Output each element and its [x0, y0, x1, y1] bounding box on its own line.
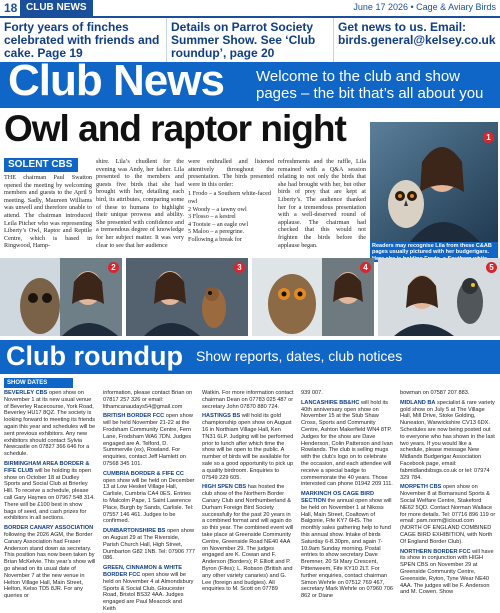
notice [301, 400, 393, 488]
notice [103, 413, 195, 467]
tawny-owl-photo [0, 258, 122, 336]
notice-head: HIGH SPEN CBS [202, 484, 247, 491]
notice-head: MORPETH CBS [400, 484, 442, 491]
notice-head: DUNBARTONSHIRE BS [103, 528, 166, 535]
notice-head: CUMBRIA BORDER & FIFE CC [103, 470, 184, 477]
notice [4, 525, 96, 600]
story-col-2: shire. Lila’s chudlent for the evening was Andy, her father. Lila presented to the members and guests five birds that she had brought with her, detailing each bird, its attributes, comparing some of these to humans to highlight their unique prowess and ability. She presented with confidence and a tremendous degree of knowledge for her subject matter. It was very clear to see that her audience [96, 158, 184, 249]
teaser-3[interactable]: Get news to us. Email: birds.general@kelsey.co.uk [338, 20, 496, 47]
main-photo [370, 122, 498, 242]
roundup-col-5 [400, 390, 496, 596]
show-dates-label: SHOW DATES [4, 378, 73, 388]
notice-head: HASTINGS BS [202, 413, 241, 420]
notice-text: specialist & rare variety gold show on July 5 at The Village Hall, Mill Drive, Stoke Golding, Nuneaton, Warwickshire CV13 6DX. Schedules are now being posted out to everyone who has shown in the last two years. If you would like a schedule, please message New Midlands Budgerigar Association Facebook page, email: fabmidlandsbsgs.co.uk or tel: 07974 329 784. [400, 399, 495, 481]
notice-text: Watkin. For more information contact chairman Dean on 07783 025 487 or secretary John 07870 880 724. [202, 390, 294, 410]
story-col-3 [188, 158, 274, 244]
photo-badge-2: 2 [108, 262, 119, 273]
section-label: CLUB NEWS [20, 0, 93, 16]
photo-3 [126, 258, 248, 336]
photo-5 [378, 258, 500, 336]
bird-list-item: 1 Frodo – a Southern white-faced owl [188, 190, 271, 205]
peregrine-photo [378, 258, 500, 336]
notice-head: BRITISH BORDER FCC [103, 413, 165, 420]
notice-head: BEVERLEY CBS [4, 390, 48, 396]
notice-text: will have its show in conjunction with HIGH SPEN CBS on November 29 at Greenside Community Centre, Greenside, Ryton, Tyne Wear NE40 4AA. The judges will be F. Anderson and M. Cowen. Show [400, 548, 494, 596]
notice [202, 484, 294, 593]
teaser-1[interactable]: Forty years of finches celebrated with friends and cake. Page 19 [0, 18, 167, 62]
banner-title: Club News [8, 56, 224, 105]
story-headline: Owl and raptor night [4, 108, 346, 149]
story-byline: SOLENT CBS [4, 158, 78, 172]
photo-2 [0, 258, 122, 336]
woman-with-owl-photo [370, 122, 498, 242]
notice [103, 528, 195, 562]
page-header [0, 0, 500, 18]
notice-text: has hosted the club show of the Northern Border Canary Club and Northumberland & Durham Foreign Bird Society successfully for the past 20 years in a combined format and will again do so this year. The combined event will take place at Greenside Community Centre, Greenside Road NE40 4AA on November 29. The judges engaged are K. Cowan and F. Anderson (Borders); P. Elliott and P. Byron (Fifes); L. Robson (British and any other variety canaries) and G. Lee (foreign and budgies). All enquiries to M. Scott on 07789 [202, 484, 294, 593]
notice-head: BORDER CANARY ASSOCIATION [4, 525, 94, 532]
roundup-col-3 [202, 390, 294, 593]
notice [103, 471, 195, 525]
notice [103, 390, 195, 410]
photo-badge-5: 5 [486, 262, 497, 273]
notice-head: BIRMINGHAM AREA BORDER & FIFE CLUB [4, 460, 90, 474]
notice-head: LANCASHIRE BB&HC [301, 399, 360, 406]
notice [103, 565, 195, 613]
notice [400, 484, 496, 545]
roundup-subtitle: Show reports, dates, club notices [196, 348, 403, 364]
notice-text: open show on November 8 at Bomarsund Sports & Social Welfare Centre, Stakeford NE62 5QD. Contact Norman Wallace for more details. Tel: 07716 896 119 or email: pam.norm@icloud.com (NORTH OF ENGLAND COMBINED CAGE BIRD EXHIBITION, with North Of England Border Club). [400, 484, 496, 545]
bird-list-item: 5 Maloo – a peregrine. [188, 228, 245, 236]
notice-text: open show on August 29 at The Riverside, Parish Church Hall, High Street, Dumbarton G82 1NB. Tel: 07906 777 086. [103, 528, 195, 562]
page-number: 18 [4, 1, 18, 15]
bird-list-item: 4 Tootsie – an eagle owl [188, 220, 249, 228]
notice [400, 400, 496, 482]
notice-text: will be holding its open show on October 18 at Dudley Sports and Social Club at Brierley Hill. To receive a schedule, please call Gary Haynes on 07967 548 314. There will be £100 best in show bags of seed, and cash prizes for exhibitors in all sections. [4, 467, 95, 522]
notice-text: open show will be held on November 4 at Almondsbury Sports & Social Club, Gloucester Road, Bristol BS32 4AA. Judges engaged are Paul Meacock and Keith [103, 571, 194, 612]
photo-badge-4: 4 [360, 262, 371, 273]
notice-head: MARKINCH OS CAGE BIRD SECTION [301, 491, 375, 504]
bird-list-item: 2 Woody – a tawny owl [188, 205, 247, 213]
notice [301, 390, 393, 397]
story-col-4: refreshments and the raffle, Lila remained with a Q&A session relating to not only the birds that she had brought with her, but other birds of prey that are kept at Liberty’s. The audience thanked her for a tremendous presentation with a well-deserved round of applause. The chairman had checked that this would not frighten the birds before the applause began. [278, 158, 366, 249]
bird-list-item: 3 Flosso – a kestrel [188, 213, 236, 221]
teaser-2[interactable]: Details on Parrot Society Summer Show. See ‘Club roundup’, page 20 [167, 18, 334, 62]
notice-text: 939 007. [301, 390, 323, 396]
story-col-1: THE chairman Paul Swatton opened the meeting by welcoming members and guests to the April 9 meeting. Sadly, Maureen Williams was unwell and therefore unable to attend. The chairman introduced Leila Pitcher who was representing Liberty’s Owl, Raptor and Reptile Centre, which is based in Ringwood, Hamp- [4, 174, 92, 250]
notice-text: will hold its gold championship open show on August 16 in Northiam Village Hall, Ken TN31 6LP. Judging will be performed prior to lunch after which time the show will be open to the public. A number of birds will be available for sale so a good opportunity to pick up a quality birdroom. Enquiries to 07549 229 605. [202, 413, 294, 481]
notice [4, 390, 96, 458]
banner-subtitle: Welcome to the club and show pages – the bit that’s all about you [256, 68, 484, 102]
story-col-3-intro: were enthralled and listened attentively throughout the presentation. The birds presented were in this order: [188, 158, 274, 188]
notice-head: GREEN, CINNAMON & WHITE BORDER FCC [103, 565, 182, 578]
roundup-col-1 [4, 390, 96, 600]
notice-text: the annual open show will be held on November 1 at Nikoss Hall, Main Street, Coaltown of Balgonie, Fife KY7 6HS. The monthly sales gathering help to fund this annual show. Intake of birds Saturday 6-8.30pm, and again 7-10.9am Sunday morning. Postal entries to show secretary Dave Bremner, 20 St Mary Crescent, Pittenweem, Fife KY10 2LT. For further enquiries, contact chairman Simon Wehrle on 07512 769 467, secretary Mark Wehrle on 07960 706 862 or Diane [301, 497, 393, 600]
notice [301, 491, 393, 600]
roundup-col-4 [301, 390, 393, 600]
photo-badge-1: 1 [483, 132, 494, 143]
story-col-3-end: Following a break for [188, 235, 242, 243]
roundup-title: Club roundup [6, 341, 183, 371]
club-news-banner [0, 56, 500, 108]
dateline: June 17 2026 • Cage & Aviary Birds [353, 2, 496, 12]
roundup-col-2 [103, 390, 195, 613]
bird-list [188, 190, 274, 236]
notice-text: information, please contact Brian on 07817 257 326 or email: lithamcanaudays54@gmail.com [103, 390, 193, 410]
photo-badge-3: 3 [234, 262, 245, 273]
notice-text: open show on November 1 at its new usual venue of Beverley Racecourse, York Road, Beverley HU17 8QZ. The society is looking forward to meeting its friends again this year and schedules will be sent previous exhibitors. Any new exhibitors should contact Sylvia Newcastle on 07827 366 646 for a schedule. [4, 390, 96, 458]
eagle-owl-photo [252, 258, 374, 336]
notice [202, 390, 294, 410]
photo-caption: Readers may recognise Lila from these C&AB pages usually pictured with her budgerigars. [370, 242, 498, 262]
notice [400, 549, 496, 597]
notice-text: open show will be held on December 13 at Low Hesket Village Hall, Carlisle, Cumbria CA4 0ES. Entries to Malcolm Pape, 1 Saint Lawrence Place, Burgh by Sands, Carlisle. Tel: 07557 146 461. Judges to be confirmed. [103, 477, 195, 525]
notice-text: following the 2026 AGM, the Border Canary Association had Fraser Anderson stand down as secretary. This position has now been taken by Brian McKelvie. This year’s show will go ahead on its usual date of November 7 at the new venue in Helton Village Hall, Main Street, Helton, Kelso TD5 8JR. For any queries or [4, 531, 96, 600]
notice-text: bowman on 07587 207 883. [400, 390, 470, 396]
notice [400, 390, 496, 397]
notice-head: MIDLAND BA [400, 399, 436, 406]
notice [202, 413, 294, 481]
notice-head: NORTHERN BORDER FCC [400, 548, 471, 555]
kestrel-photo [126, 258, 248, 336]
notice-text: open show will be held November 21-22 at the Frodsham Community Centre, Fern Lane, Frodsham WA6 7DN. Judges engaged are A. Telford, D. Summervile (ex), Rowland. For enquiries, contact Jeff Hamlett on 07568 345 101. [103, 413, 193, 467]
notice [4, 461, 96, 522]
notice-text: will hold its 40th anniversary open show on November 15 at the Stub Shaw Cross, Sports and Community Centre, Ashton Makerfield WN4 8TP. Judges for the show are Dave Henderson, Colin Patterson and Ivan Rowlands. The club is selling mugs with the club’s logo on to celebrate the occasion, and each attendee will receive a special badge to commemorate the 40 years. Those interested can phone 01942 209 111. [301, 399, 393, 488]
club-roundup-banner [0, 340, 500, 374]
photo-4 [252, 258, 374, 336]
